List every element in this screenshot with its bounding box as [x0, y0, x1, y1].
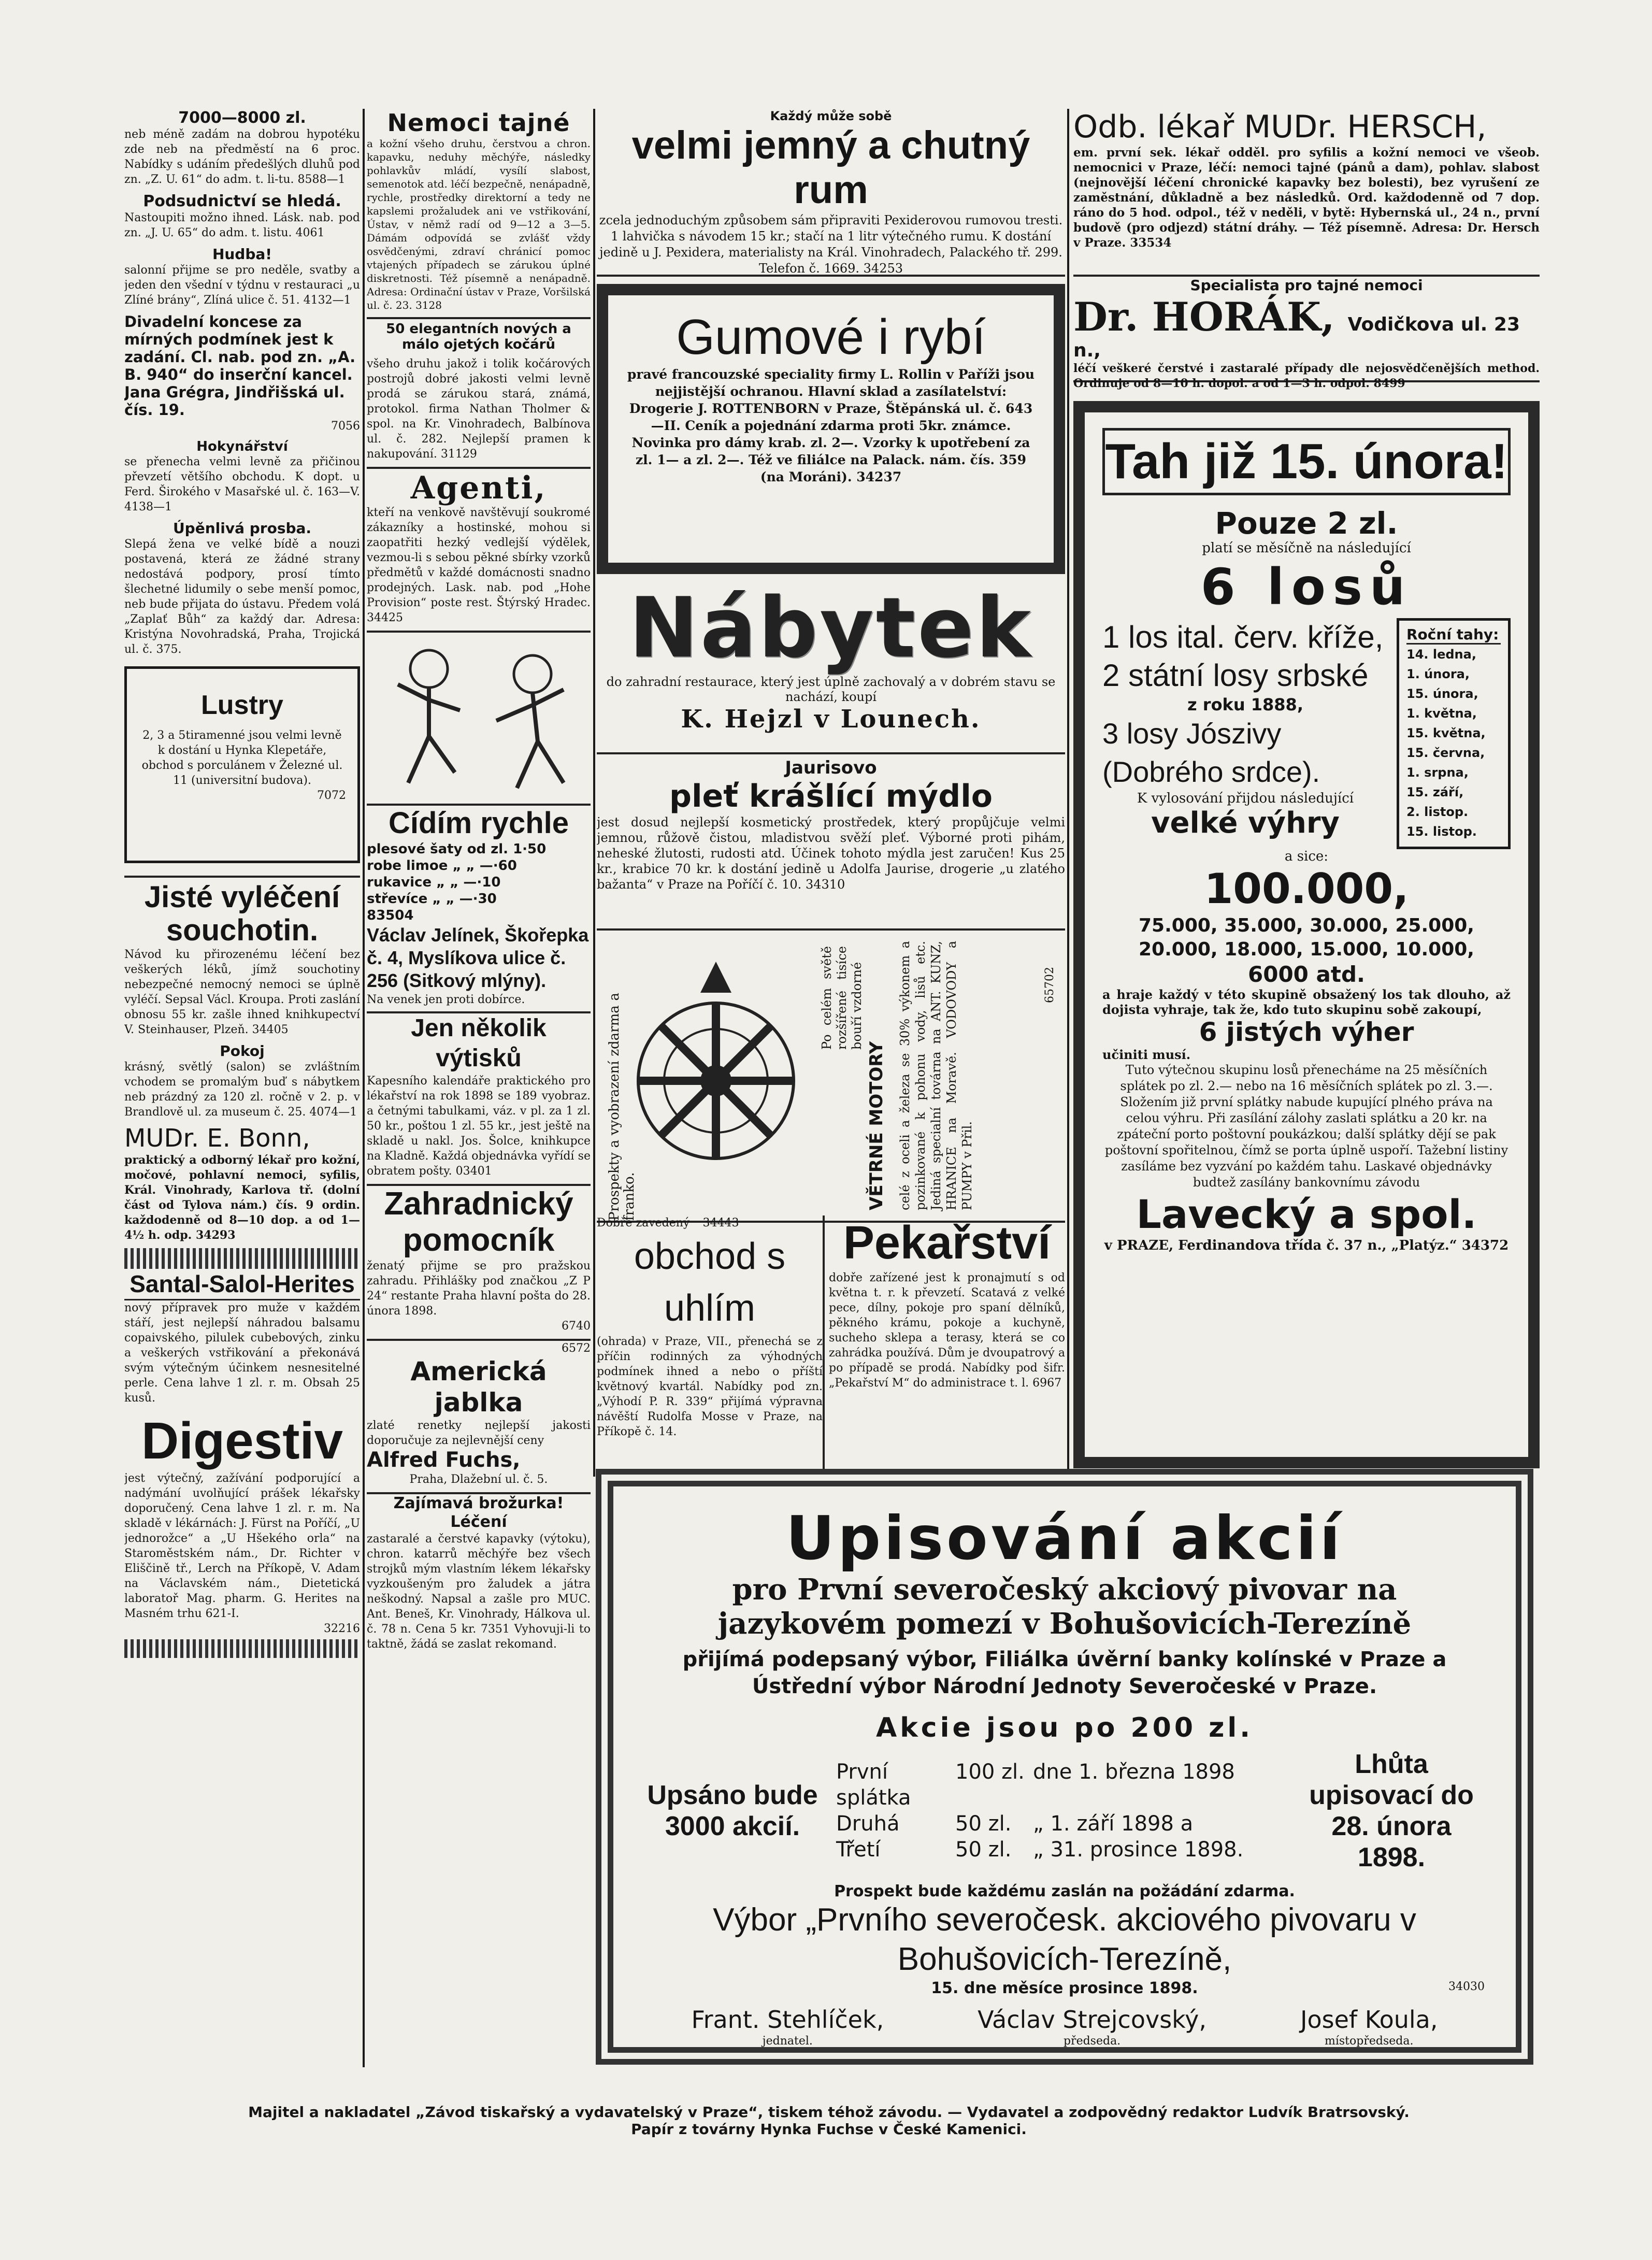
- losy-jist: 6 jistých výher: [1199, 1017, 1414, 1047]
- losy-dates: [1397, 618, 1511, 849]
- ad-title: Santal-Salol-Herites: [124, 1269, 360, 1300]
- losy-big2: velké výhry: [1151, 806, 1340, 840]
- ad-digestiv: [124, 1411, 360, 1658]
- losy-item: z roku 1888,: [1187, 695, 1303, 714]
- installment-label: Třetí: [836, 1838, 881, 1862]
- ad-title: Nábytek: [628, 579, 1033, 676]
- losy-date: 15. listop.: [1406, 824, 1477, 839]
- installment-row: [836, 1811, 1283, 1837]
- ad-side-text: Po celém světě rozšířené tisíce bouří vzdorné: [820, 946, 864, 1050]
- signature: [978, 2006, 1206, 2049]
- ad-address: Vodičkova ul. 23 n.,: [1073, 314, 1520, 361]
- ad-code: 6740: [562, 1320, 591, 1333]
- ad-horak: [1073, 277, 1540, 390]
- losy-dates-title: Roční tahy:: [1406, 626, 1501, 645]
- losy-firm: Lavecký a spol.: [1136, 1191, 1477, 1237]
- installment-date: „ 31. prosince 1898.: [1033, 1838, 1244, 1862]
- ad-cidim: [367, 804, 591, 1007]
- ad-title: Úpěnlivá prosba.: [173, 520, 312, 537]
- ad-body: praktický a odborný lékař pro kožní, močové, pohlavní nemoci, syfilis, Král. Vinohrady, Karlova tř. (dolní část od Tylova nám.) čís. 9 ordin. každodenně od 8—10 dop. a od 1—4½ h. odp. 34293: [124, 1153, 360, 1242]
- ad-firm: Václav Jelínek, Škořepka č. 4, Myslíkova ulice č. 256 (Sitkový mlýny).: [367, 924, 589, 991]
- losy-item: 2 státní losy srbské: [1102, 658, 1369, 693]
- ad-title: Hokynářství: [196, 439, 288, 454]
- installment-row: [836, 1837, 1283, 1863]
- ad-title: MUDr. E. Bonn,: [124, 1124, 310, 1153]
- ad-title: Odb. lékař MUDr. HERSCH,: [1073, 109, 1487, 145]
- losy-date: 15. září,: [1406, 785, 1464, 799]
- ad-body: pravé francouzské speciality firmy L. Rollin v Paříži jsou nejjistější ochranou. Hlavní sklad a zasílatelství: Drogerie J. ROTTENBORN v Praze, Štěpánská ul. č. 643—II. Ceník a pojednání zdarma proti 5kr. známce. Novinka pro dámy krab. zl. 2—. Vzorky k upotřebení za zl. 1— a zl. 2—. Též ve filiálce na Palack. nám. čís. 359 (na Moráni). 34237: [627, 367, 1035, 484]
- akcie-board: Výbor „Prvního severočesk. akciového pivovaru v Bohušovicích-Terezíně,: [713, 1902, 1416, 1977]
- installment-amount: 50 zl.: [955, 1838, 1012, 1862]
- losy-main-prize: 100.000,: [1204, 865, 1409, 913]
- ad-body: salonní přijme se pro neděle, svatby a jeden den všední v týdnu v restauraci „u Zlíné brány“, Zlíná ulice č. 51. 4132—1: [124, 264, 360, 307]
- akcie-terms-row: [644, 1749, 1485, 1873]
- ad-agenti: [367, 467, 591, 625]
- ad-kalendar: [367, 1011, 591, 1179]
- losy-date: 1. května,: [1406, 706, 1477, 721]
- ad-body: zastaralé a čerstvé kapavky (výtoku), chron. katarrů měchýře bez všech strojků mým vlastním lékem lékařsky vyzkoušeným pro žaludek a játra neškodný. Napsal a zašle pro MUC. Ant. Beneš, Kr. Vinohrady, Hálkova ul. č. 78 n. Cena 5 kr. 7351 Vyhovuji-li to taktně, žádá se zaslat rekomand.: [367, 1533, 591, 1651]
- losy-prizes: 75.000, 35.000, 30.000, 25.000, 20.000, 18.000, 15.000, 10.000,: [1139, 915, 1474, 960]
- ad-losy: [1073, 401, 1540, 1468]
- ad-7000: [124, 109, 360, 187]
- losy-jist2: učiniti musí.: [1102, 1047, 1191, 1062]
- ad-title: Cídím rychle: [388, 806, 569, 840]
- ad-title: Podsudnictví se hledá.: [143, 192, 341, 210]
- losy-address: v PRAZE, Ferdinandova třída č. 37 n., „Platýz.“ 34372: [1104, 1238, 1509, 1253]
- signature: [691, 2006, 884, 2049]
- ad-banner: Tah již 15. února!: [1102, 428, 1511, 495]
- ad-title: Lustry: [201, 690, 283, 720]
- ad-code: 32216: [324, 1622, 360, 1635]
- imprint: [124, 2104, 1533, 2138]
- ad-top: Dobře zavedený: [597, 1217, 690, 1229]
- ad-body: zcela jednoduchým způsobem sám připraviti Pexiderovou rumovou tresti. 1 lahvička s návodem 15 kr.; stačí na 1 litr výtečného rumu. K dostání jedině u J. Pexidera, materialisty na Král. Vinohradech, Palackého tř. 299. Telefon č. 1669. 34253: [599, 213, 1063, 276]
- ad-top: Každý může sobě: [770, 109, 892, 123]
- ad-body: dobře zařízené jest k pronajmutí s od května t. r. k převzetí. Scatavá z velké pece, dílny, pokoje pro spaní dělníků, pěkného krámu, pokoje a kuchyně, sucheho sklepa a terasy, která se co zahrádka používá. Dům je dvoupatrový a po případě se prodá. Nabídky pod šifr. „Pekařství M“ do administrace t. l. 6967: [829, 1271, 1065, 1390]
- installment-date: dne 1. března 1898: [1033, 1760, 1235, 1784]
- ad-souchotin: [124, 876, 360, 1037]
- signature-name: Václav Strejcovský,: [978, 2006, 1207, 2034]
- ad-title: Gumové i rybí: [676, 309, 986, 365]
- signature-role: místopředseda.: [1324, 2035, 1414, 2048]
- ad-top: Specialista pro tajné nemoci: [1190, 277, 1423, 294]
- imprint-line: Papír z továrny Hynka Fuchse v České Kamenici.: [631, 2121, 1027, 2138]
- ad-title: 7000—8000 zl.: [178, 109, 306, 127]
- losy-date: 15. června,: [1406, 746, 1485, 760]
- installment-row: [836, 1759, 1283, 1811]
- ad-kocaru: [367, 317, 591, 462]
- akcie-count: Upsáno bude 3000 akcií.: [647, 1780, 818, 1841]
- signature: [1300, 2006, 1438, 2049]
- signature-name: Josef Koula,: [1300, 2006, 1438, 2034]
- dancing-children-illustration: [367, 631, 591, 804]
- ad-nemoci: [367, 109, 591, 312]
- losy-date: 2. listop.: [1406, 805, 1469, 819]
- akcie-code: 34030: [1448, 1980, 1485, 1993]
- akcie-signatures: [644, 2006, 1485, 2049]
- imprint-line: Majitel a nakladatel „Závod tiskařský a vydavatelský v Praze“, tiskem téhož závodu. — Vydavatel a zodpovědný redaktor Ludvík Bratrsovský.: [248, 2104, 1410, 2121]
- installment-label: Druhá: [836, 1812, 900, 1836]
- ad-title: obchod s uhlím: [634, 1236, 786, 1329]
- akcie-date-row: [644, 1979, 1485, 1997]
- ad-code: 65702: [1043, 967, 1056, 1003]
- ad-body: jest výtečný, zažívání podporující a nadýmání uvolňující prášek lékařsky doporučený. Cena lahve 1 zl. r. m. Na skladě v lékárnách: J. Fürst na Poříčí, „U jednorožce“ a „U Hšekého orla“ na Staroměstském nám., Dr. Richter v Eliščině tř., Lerch na Příkopě, V. Adam na Václavském nám., Dietetická laboratoř Mag. pharm. G. Herites na Masném trhu 621-I.: [124, 1472, 360, 1620]
- losy-note: K vylosování přijdou následující: [1137, 791, 1354, 806]
- ad-code: 7072: [317, 789, 346, 802]
- ad-pekarstvi: [829, 1215, 1065, 1475]
- ad-pokoj: [124, 1042, 360, 1120]
- ad-title: Divadelní koncese za mírných podmínek jest k zadání. Cl. nab. pod zn. „A. B. 940“ do inserční kancel. Jana Grégra, Jindřišská ul. čís. 19.: [124, 313, 356, 419]
- ornament-band: [124, 1248, 360, 1269]
- column-center: [597, 109, 1065, 1477]
- column-1: [124, 109, 360, 2067]
- ad-body: 2, 3 a 5tiramenné jsou velmi levně k dostání u Hynka Klepetáře, obchod s porculánem v Železné ul. 11 (universitní budova).: [141, 729, 343, 787]
- ad-code: 7056: [331, 420, 360, 433]
- column-rule: [1067, 109, 1069, 1477]
- ad-body: a kožní všeho druhu, čerstvou a chron. kapavku, neduhy měchýře, následky pohlavkův mládí, vysílí slabost, semenotok atd. léčí bezpečně, nenápadně, rychle, prostředky direktorní a tedy ne kapslemi prožaludek ani ve vstřikování, Ústav, v němž radí od 9—12 a 3—5. Dámám odpovídá se zvlášť vždy osvědčenými, zdraví chránicí pomoc vtajených případech se zárukou úplné diskretnosti. Též písemně a nenápadně. Adresa: Ordinační ústav v Praze, Voršilská ul. č. 23. 3128: [367, 137, 591, 311]
- ad-body: všeho druhu jakož i tolik kočárových postrojů dobré jakosti velmi levně prodá se zárukou stará, známá, protokol. firma Nathan Tholmer & spol. na Kr. Vinohradech, Balbínova ul. č. 282. Nejlepší pramen k nakupování. 31129: [367, 357, 591, 461]
- losy-item: 1 los ital. červ. kříže,: [1102, 620, 1384, 654]
- ad-code: 6572: [562, 1342, 591, 1355]
- dancing-children-image: [367, 633, 591, 804]
- ad-title: VĚTRNÉ MOTORY: [866, 1041, 887, 1210]
- losy-body: a hraje každý v této skupině obsažený los tak dlouho, až dojista vyhraje, tak že, kdo tuto skupinu sobě zakoupí,: [1102, 987, 1511, 1017]
- ad-foot: Na venek jen proti dobírce.: [367, 993, 525, 1006]
- ad-body: kteří na venkově navštěvují soukromé zákazníky a hostinské, mohou si zaopatřiti hezký vedlejší výdělek, vezmou-li s sebou pěkné sbírky vzorků předmětů v každé domácnosti snadno prodejných. Lask. nab. pod „Hohe Provision“ poste rest. Štýrský Hradec. 34425: [367, 506, 591, 624]
- ad-body: em. první sek. lékař odděl. pro syfilis a kožní nemoci ve všeob. nemocnici v Praze, léčí: nemoci tajné (pánů a dam), pohlav. slabost (nejnovější léčení chronické kapavky bez bolesti), bez vyrušení ze zaměstnání, důkladně a bez následků. Ord. každodenně od 7 dop. ráno do 5 hod. odpol., též v neděli, v bytě: Hybernská ul., 24 n., první budově (pro odjezd) státní dráhy. — Též písemně. Adresa: Dr. Hersch v Praze. 33534: [1073, 146, 1540, 250]
- akcie-price: Akcie jsou po 200 zl.: [875, 1712, 1253, 1743]
- ad-santal: [124, 1248, 360, 1406]
- akcie-subtitle: pro První severočeský akciový pivovar na jazykovém pomezí v Bohušovicích-Terezíně: [717, 1572, 1412, 1641]
- ad-nabytek: [597, 581, 1065, 754]
- ad-title: Jen několik výtisků: [411, 1014, 547, 1072]
- ad-body: se přenecha velmi levně za přičinou převzetí většího obchodu. K dopt. u Ferd. Širokého v Masařské ul. č. 163—V. 4138—1: [124, 455, 360, 513]
- installment-amount: 50 zl.: [955, 1812, 1012, 1836]
- losy-items: [1102, 618, 1388, 849]
- ad-body: Nastoupiti možno ihned. Lásk. nab. pod zn. „J. U. 65“ do adm. t. listu. 4061: [124, 211, 360, 239]
- akcie-installments: [836, 1759, 1283, 1863]
- ad-hudba: [124, 246, 360, 308]
- ad-divadelni: [124, 313, 360, 434]
- ad-obchod: [597, 1215, 825, 1475]
- ad-price: Pouze 2 zl.: [1215, 506, 1398, 541]
- ad-leceni: [367, 1492, 591, 1652]
- column-right: [1073, 109, 1540, 1477]
- ad-bonn: [124, 1124, 360, 1243]
- ad-motory: [597, 931, 1065, 1223]
- ad-jablka: [367, 1339, 591, 1487]
- ad-rum: [597, 109, 1065, 277]
- losy-date: 1. srpna,: [1406, 765, 1469, 780]
- ad-body: léčí veškeré čerstvé i zastaralé případy dle nejosvědčenějších method. Ordinuje od 8—10 h. dopol. a od 1—3 h. odpol. 8499: [1073, 362, 1540, 390]
- ad-body: (ohrada) v Praze, VII., přenechá se z příčin rodinných za výhodných podmínek ihned a nebo o příští květnový kvartál. Nabídky pod zn. „Výhodí P. R. 339“ přijímá výpravna návěští Rudolfa Mosse v Praze, na Příkopě č. 14.: [597, 1335, 823, 1438]
- ad-body: Návod ku přirozenému léčení bez veškerých léků, jímž souchotiny nebezpečné nemocný nemoci se úplně vyléčí. Sepsal Václ. Kroupa. Proti zaslání obnosu 55 kr. zašle ihned knihkupectví V. Steinhauser, Plzeň. 34405: [124, 948, 360, 1036]
- ad-lustry: [124, 666, 360, 863]
- ad-title: velmi jemný a chutný rum: [631, 123, 1030, 212]
- ad-hokynarstvi: [124, 439, 360, 514]
- losy-date: 1. února,: [1406, 667, 1470, 681]
- losy-last: 6000 atd.: [1248, 962, 1365, 987]
- ad-title: pleť krášlící mýdlo: [669, 778, 993, 814]
- ad-title: Zajímavá brožurka! Léčení: [393, 1494, 564, 1531]
- ad-title: Zahradnický pomocník: [384, 1186, 573, 1258]
- losy-asi: a sice:: [1284, 849, 1329, 864]
- losy-item: 3 losy Jószivy (Dobrého srdce).: [1102, 717, 1320, 788]
- ad-top: Jaurisovo: [785, 757, 877, 778]
- installment-amount: 100 zl.: [955, 1760, 1025, 1784]
- akcie-date: 15. dne měsíce prosince 1898.: [931, 1979, 1198, 1997]
- ad-title: Pokoj: [220, 1042, 265, 1060]
- ad-sub: platí se měsíčně na následující: [1202, 540, 1411, 556]
- ad-body: ženatý přijme se pro pražskou zahradu. Přihlášky pod značkou „Z P 24“ restante Praha hlavní pošta do 28. února 1898.: [367, 1260, 591, 1318]
- ad-title: Digestiv: [141, 1412, 343, 1470]
- column-rule: [363, 109, 365, 2067]
- ad-body: celé z oceli a železa se 30% výkonem a pozinkované k pohonu vody, lisů etc. Jediná specialní továrna na ANT. KUNZ, HRANICE na Moravě. VODOVODY a PUMPY v Přil.: [898, 941, 974, 1210]
- ad-body: nový přípravek pro muže v každém stáří, jest nejlepší náhradou balsamu copaivského, pilulek cubebových, zinku a veškerých vstřikování a překonává svým výtečným účinkem nesnesitelné perle. Cena lahve 1 zl. r. m. Obsah 25 kusů.: [124, 1301, 360, 1405]
- losy-date: 15. února,: [1406, 686, 1478, 701]
- akcie-deadline: Lhůta upisovací do 28. února 1898.: [1309, 1749, 1474, 1872]
- ad-title: 50 elegantních nových a málo ojetých kočárů: [386, 321, 571, 352]
- ad-title: Americká jablka: [410, 1356, 547, 1418]
- signature-role: předseda.: [1063, 2035, 1121, 2048]
- ad-side-text: Prospekty a vyobrazení zdarma a franko.: [607, 993, 637, 1221]
- akcie-accept: přijímá podepsaný výbor, Filiálka úvěrní banky kolínské v Praze a Ústřední výbor Národní Jednoty Severočeské v Praze.: [682, 1648, 1447, 1698]
- ad-gumove: [597, 284, 1065, 574]
- losy-row: [1102, 618, 1511, 849]
- akcie-prospekt: Prospekt bude každému zaslán na požádání zdarma.: [834, 1882, 1295, 1900]
- losy-terms: Tuto výtečnou skupinu losů přenecháme na 25 měsíčních splátek po zl. 2.— nebo na 16 měsíčních splátek po zl. 3.—. Složením již první splátky nabude kupující plného práva na celou výhru. Při zasílání zálohy zaslati splátku a 20 kr. na zpáteční porto poštovní poukázkou; další splátky dějí se pak poštovní spořitelnou, čímž se porta úplně uspoří. Tažební listiny zasíláme bez vyzvání po každém tahu. Laskavé objednávky budtež zasílány bankovnímu závodu: [1104, 1063, 1509, 1190]
- ad-title: Hudba!: [212, 246, 272, 263]
- losy-date: 15. května,: [1406, 726, 1486, 740]
- ad-body: neb méně zadám na dobrou hypotéku zde neb na předměstí na 6 proc. Nabídky s udáním předešlých dluhů pod zn. „Z. U. 61“ do adm. t. li-tu. 8588—1: [124, 128, 360, 186]
- signature-role: jednatel.: [762, 2035, 813, 2048]
- column-rule: [593, 109, 595, 1477]
- ad-title: Agenti,: [410, 470, 547, 506]
- ad-foot: Praha, Dlažební ul. č. 5.: [409, 1473, 548, 1486]
- ad-podsudnictvi: [124, 192, 360, 240]
- ad-body: zlaté renetky nejlepší jakosti doporučuje za nejlevnější ceny: [367, 1419, 591, 1447]
- ad-title: Pekařství: [843, 1217, 1051, 1269]
- ad-body: jest dosud nejlepší kosmetický prostředek, který propůjčuje velmi jemnou, růžově čistou, mladistvou svěží pleť. Výborné proti pihám, neheské žlutosti, rudosti atd. Účinek tohoto mýdla jest zaručen! Kus 25 kr., krabice 70 kr. k dostání jedině u Adolfa Jaurise, drogerie „u zlatého bažanta“ v Praze na Poříčí č. 10. 34310: [597, 815, 1065, 892]
- signature-name: Frant. Stehlíček,: [691, 2006, 884, 2034]
- ad-code: 34443: [702, 1217, 739, 1229]
- installment-label: První splátka: [836, 1760, 911, 1810]
- ornament-band: [124, 1639, 360, 1658]
- ad-body: do zahradní restaurace, který jest úplně zachovalý a v dobrém stavu se nachází, koupí: [606, 675, 1056, 704]
- ad-big-title: 6 losů: [1200, 558, 1413, 616]
- installment-date: „ 1. září 1898 a: [1033, 1812, 1194, 1836]
- losy-date: 14. ledna,: [1406, 647, 1476, 662]
- ad-body: Kapesního kalendáře praktického pro lékařství na rok 1898 se 189 vyobraz. a četnými tabulkami, váz. v pl. za 1 zl. 50 kr., poštou 1 zl. 55 kr., jest ještě na skladě u nakl. Jos. Šolce, knihkupce na Kladně. Každá objednávka vyřídí se obratem pošty. 03401: [367, 1075, 591, 1178]
- column-2: [367, 109, 591, 2067]
- ad-akcie: [596, 1469, 1533, 2065]
- ad-title: Dr. HORÁK,: [1073, 294, 1335, 340]
- ad-zahradnicky: [367, 1184, 591, 1334]
- ad-mydlo: [597, 754, 1065, 931]
- akcie-title: Upisování akcií: [785, 1504, 1344, 1574]
- ad-firm: Alfred Fuchs,: [367, 1448, 521, 1472]
- ad-title: Jisté vyléčení souchotin.: [144, 880, 340, 947]
- ad-body: krásný, světlý (salon) se zvláštním vchodem se promalým buď s nábytkem neb prázdný za 120 zl. ročně v 2. p. v Brandlově ul. za museum č. 25. 4074—1: [124, 1061, 360, 1119]
- ad-hersch: [1073, 109, 1540, 277]
- ad-upenliva: [124, 520, 360, 657]
- ad-title: Nemoci tajné: [387, 109, 570, 137]
- ad-price-list: plesové šaty od zl. 1·50 robe limoe „ „ —·60 rukavice „ „ —·10 střevíce „ „ —·30 83504: [367, 841, 547, 923]
- ad-body: Slepá žena ve velké bídě a nouzi postavená, která ze žádné strany nedostává podpory, prosí tímto šlechetné lidumily o sebe menší pomoc, neb bude přijata do ústavu. Předem volá „Zaplať Bůh“ za každý dar. Adresa: Kristýna Novohradská, Praha, Trojická ul. č. 375.: [124, 538, 360, 656]
- ad-firm: K. Hejzl v Lounech.: [681, 705, 981, 734]
